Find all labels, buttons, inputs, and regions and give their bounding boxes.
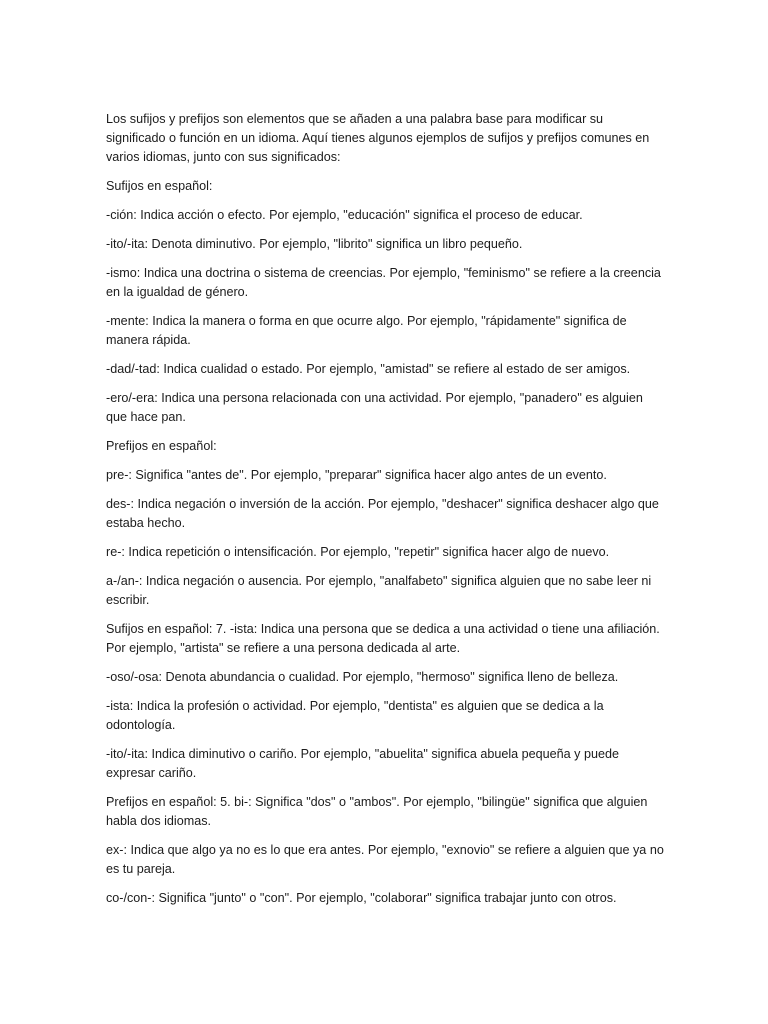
suffix-ismo: -ismo: Indica una doctrina o sistema de creencias. Por ejemplo, "feminismo" se refiere a la creencia en la igualdad de género. <box>106 266 661 299</box>
suffix-ista-profession: -ista: Indica la profesión o actividad. Por ejemplo, "dentista" es alguien que se dedica a la odontología. <box>106 699 604 732</box>
suffix-ista-affiliation: Sufijos en español: 7. -ista: Indica una persona que se dedica a una actividad o tiene una afiliación. Por ejemplo, "artista" se refiere a una persona dedicada al arte. <box>106 622 660 655</box>
suffix-ito-ita-affection: -ito/-ita: Indica diminutivo o cariño. Por ejemplo, "abuelita" significa abuela pequeña y puede expresar cariño. <box>106 747 619 780</box>
suffix-dad-tad: -dad/-tad: Indica cualidad o estado. Por ejemplo, "amistad" se refiere al estado de ser amigos. <box>106 362 631 376</box>
suffix-cion: -ción: Indica acción o efecto. Por ejemplo, "educación" significa el proceso de educar. <box>106 208 583 222</box>
suffix-mente: -mente: Indica la manera o forma en que ocurre algo. Por ejemplo, "rápidamente" significa de manera rápida. <box>106 314 627 347</box>
prefix-co-con: co-/con-: Significa "junto" o "con". Por ejemplo, "colaborar" significa trabajar junto con otros. <box>106 891 617 905</box>
suffix-ero-era: -ero/-era: Indica una persona relacionada con una actividad. Por ejemplo, "panadero" es alguien que hace pan. <box>106 391 643 424</box>
suffix-oso-osa: -oso/-osa: Denota abundancia o cualidad. Por ejemplo, "hermoso" significa lleno de belleza. <box>106 670 619 684</box>
prefix-bi: Prefijos en español: 5. bi-: Significa "dos" o "ambos". Por ejemplo, "bilingüe" significa que alguien habla dos idiomas. <box>106 795 648 828</box>
prefix-re: re-: Indica repetición o intensificación. Por ejemplo, "repetir" significa hacer algo de nuevo. <box>106 545 610 559</box>
section-heading-prefixes: Prefijos en español: <box>106 439 217 453</box>
suffix-ito-ita: -ito/-ita: Denota diminutivo. Por ejemplo, "librito" significa un libro pequeño. <box>106 237 523 251</box>
prefix-pre: pre-: Significa "antes de". Por ejemplo, "preparar" significa hacer algo antes de un evento. <box>106 468 607 482</box>
prefix-a-an: a-/an-: Indica negación o ausencia. Por ejemplo, "analfabeto" significa alguien que no sabe leer ni escribir. <box>106 574 652 607</box>
section-heading-suffixes: Sufijos en español: <box>106 179 213 193</box>
intro-paragraph: Los sufijos y prefijos son elementos que se añaden a una palabra base para modificar su significado o función en un idioma. Aquí tienes algunos ejemplos de sufijos y prefijos comunes en varios idiomas, junto con sus significados: <box>106 112 650 164</box>
prefix-ex: ex-: Indica que algo ya no es lo que era antes. Por ejemplo, "exnovio" se refiere a alguien que ya no es tu pareja. <box>106 843 664 876</box>
document-body <box>106 110 666 918</box>
prefix-des: des-: Indica negación o inversión de la acción. Por ejemplo, "deshacer" significa deshacer algo que estaba hecho. <box>106 497 659 530</box>
